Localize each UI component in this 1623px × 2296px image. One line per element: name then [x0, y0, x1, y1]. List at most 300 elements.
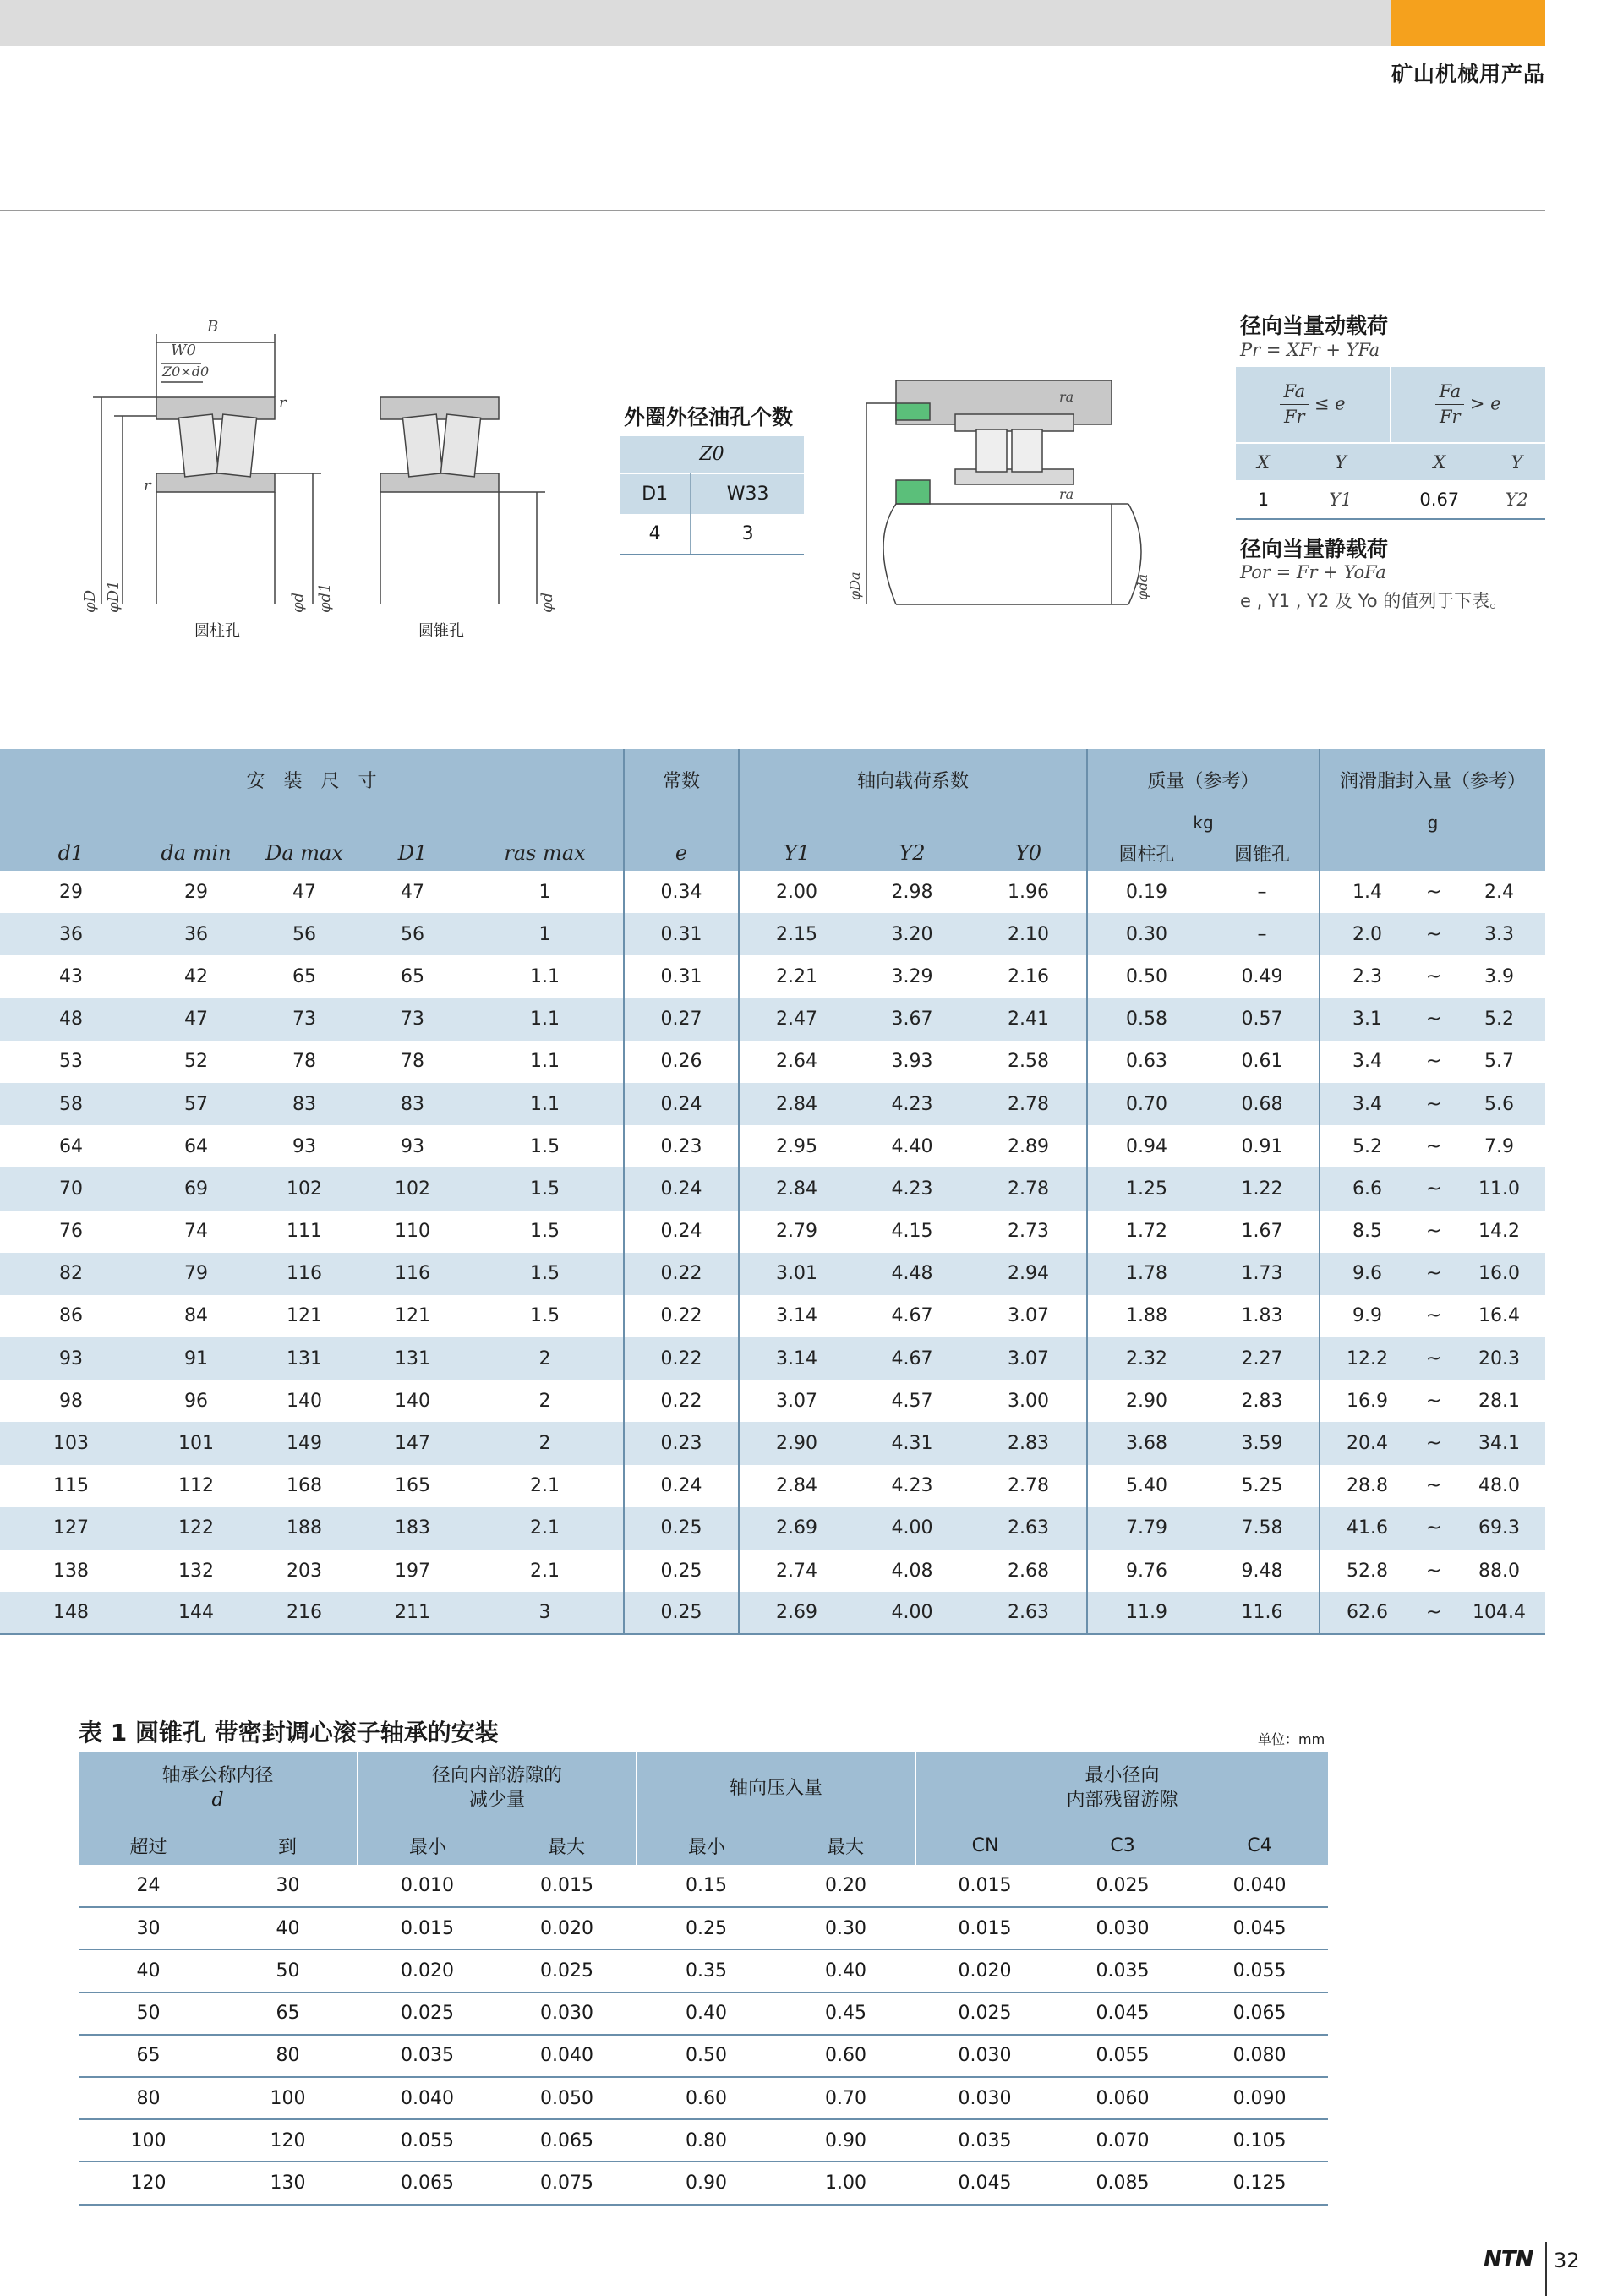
table-cell: 0.015 — [915, 1865, 1054, 1907]
col-cyl-bore: 圆柱孔 — [1087, 835, 1205, 871]
table-cell: 130 — [218, 2162, 358, 2204]
table-cell: 0.020 — [915, 1949, 1054, 1992]
table-cell: 0.90 — [776, 2119, 915, 2162]
table-cell: 2.00 — [776, 881, 817, 903]
table-cell: 2.89 — [970, 1125, 1087, 1167]
range-tilde: ~ — [1414, 998, 1453, 1041]
dim-phiD-label: φD — [81, 589, 99, 613]
table-cell: 2.83 — [1205, 1380, 1320, 1422]
table-cell: 0.125 — [1191, 2162, 1328, 2204]
table-cell: 0.34 — [624, 871, 739, 913]
table-cell: 76 — [59, 1221, 83, 1243]
table-cell: 0.075 — [497, 2162, 637, 2204]
table-cell: 1.5 — [467, 1253, 624, 1295]
table-row — [79, 1949, 1328, 1992]
group-axial-factors: 轴向载荷系数 — [739, 749, 1087, 810]
table-cell: 1.22 — [1205, 1167, 1320, 1210]
table-cell: 73 — [358, 998, 467, 1041]
table-row — [79, 1865, 1328, 1907]
table-cell: 2.78 — [970, 1083, 1087, 1125]
group-install-dims: 安 装 尺 寸 — [0, 749, 624, 810]
table-row — [79, 2035, 1328, 2077]
table-cell: 52.8 — [1347, 1560, 1389, 1582]
page-number: 32 — [1554, 2249, 1580, 2272]
table-cell: 2.68 — [970, 1550, 1087, 1592]
table-row — [0, 1550, 1545, 1592]
table-cell: 48 — [0, 998, 142, 1041]
table-cell: 1.1 — [467, 955, 624, 998]
table-cell: 4.23 — [854, 1167, 970, 1210]
table-cell: 42 — [184, 965, 208, 987]
table-cell: 24 — [79, 1865, 218, 1907]
table-cell: 2.15 — [739, 913, 854, 955]
header-bore: 轴承公称内径 d — [79, 1752, 358, 1826]
table-cell: 50 — [79, 1993, 218, 2035]
table-cell: 0.80 — [637, 2119, 776, 2162]
mounting-dimension-table — [0, 749, 1545, 1635]
table-cell: 0.015 — [915, 1907, 1054, 1949]
table-cell: 7.58 — [1205, 1507, 1320, 1550]
table-cell: 64 — [184, 1135, 208, 1157]
table-cell: – — [1205, 913, 1320, 955]
table-cell: 3.07 — [970, 1295, 1087, 1337]
table-cell: 0.31 — [624, 913, 739, 955]
table-cell: 122 — [142, 1507, 250, 1550]
table-cell: 2.84 — [776, 1475, 817, 1497]
ntn-logo: NTN — [1484, 2247, 1533, 2272]
range-tilde: ~ — [1425, 1135, 1442, 1157]
group-mass: 质量（参考） — [1087, 749, 1320, 810]
oil-holes-symbol: Z0 — [620, 436, 804, 473]
table-cell: 40 — [79, 1949, 218, 1992]
table-cell: 2 — [467, 1380, 624, 1422]
table-cell: 1.00 — [776, 2162, 915, 2204]
table-cell: 0.27 — [624, 998, 739, 1041]
table-cell: 0.30 — [1087, 913, 1205, 955]
table-cell: 80 — [79, 2077, 218, 2119]
table-cell: 64 — [59, 1135, 83, 1157]
table-cell: 5.2 — [1352, 1135, 1383, 1157]
table-cell: 121 — [395, 1305, 430, 1327]
table-cell: 132 — [178, 1560, 214, 1582]
range-tilde: ~ — [1414, 1253, 1453, 1295]
range-tilde: ~ — [1425, 881, 1442, 903]
table-cell: 0.24 — [624, 1167, 739, 1210]
range-tilde: ~ — [1425, 1475, 1442, 1497]
table-cell: 80 — [218, 2035, 358, 2077]
table-row — [0, 1507, 1545, 1550]
sub-header: 最小 — [637, 1826, 776, 1865]
table-cell: 0.070 — [1054, 2119, 1191, 2162]
table-cell: 48.0 — [1478, 1475, 1521, 1497]
table-cell: 2.98 — [891, 881, 933, 903]
table-cell: 58 — [0, 1083, 142, 1125]
table-cell: 1 — [467, 913, 624, 955]
table-cell: 2.32 — [1087, 1337, 1205, 1380]
section-title: 矿山机械用产品 — [1391, 62, 1545, 86]
table-cell: 197 — [395, 1560, 430, 1582]
table-cell: 3 — [467, 1592, 624, 1634]
table-cell: 20.3 — [1453, 1337, 1545, 1380]
dim-phid-label: φd — [289, 592, 307, 613]
table-cell: 11.9 — [1087, 1592, 1205, 1634]
table-cell: 36 — [142, 913, 250, 955]
table-cell: 0.30 — [776, 1907, 915, 1949]
table-cell: 2.63 — [970, 1507, 1087, 1550]
table-cell: 0.025 — [915, 1993, 1054, 2035]
table-row — [79, 2162, 1328, 2204]
table-cell: 4.67 — [891, 1305, 933, 1327]
table-row — [0, 1041, 1545, 1083]
oil-holes-value: 4 — [620, 514, 691, 555]
table-cell: 131 — [358, 1337, 467, 1380]
table-cell: 0.26 — [624, 1041, 739, 1083]
table-cell: 0.030 — [1054, 1907, 1191, 1949]
dim-r-label: r — [144, 477, 151, 495]
table-cell: 43 — [59, 965, 83, 987]
dim-Z0d0-label: Z0×d0 — [162, 364, 210, 380]
table-cell: 1.67 — [1205, 1211, 1320, 1253]
sub-header: C4 — [1191, 1826, 1328, 1865]
oil-holes-col-d1: D1 — [620, 473, 691, 514]
header-divider — [0, 210, 1545, 211]
table-cell: 103 — [0, 1422, 142, 1464]
table-cell: 5.6 — [1453, 1083, 1545, 1125]
table-cell: 1.1 — [467, 1083, 624, 1125]
table-cell: 40 — [218, 1907, 358, 1949]
table-cell: 0.70 — [776, 2077, 915, 2119]
range-tilde: ~ — [1425, 1305, 1442, 1327]
table-row — [79, 1907, 1328, 1949]
table-cell: 5.25 — [1205, 1465, 1320, 1507]
col-d1: d1 — [0, 835, 142, 871]
table-cell: 1.72 — [1126, 1221, 1167, 1243]
table-cell: – — [1205, 871, 1320, 913]
table-cell: 83 — [358, 1083, 467, 1125]
table-cell: 0.030 — [915, 2035, 1054, 2077]
table-row — [0, 871, 1545, 913]
table-cell: 6.6 — [1320, 1167, 1414, 1210]
table-cell: 0.58 — [1087, 998, 1205, 1041]
bearing-cross-section-drawing — [76, 313, 583, 642]
table-cell: 8.5 — [1352, 1221, 1383, 1243]
table-row — [0, 913, 1545, 955]
table-cell: 9.6 — [1320, 1253, 1414, 1295]
table-cell: 2.63 — [970, 1592, 1087, 1634]
table-cell: 1.88 — [1126, 1305, 1167, 1327]
table-cell: 3.59 — [1205, 1422, 1320, 1464]
table-cell: 110 — [395, 1221, 430, 1243]
table-cell: 0.25 — [624, 1592, 739, 1634]
table-cell: 101 — [142, 1422, 250, 1464]
dynamic-load-formula: Pr = XFr + YFa — [1240, 340, 1380, 360]
table-cell: 3.01 — [739, 1253, 854, 1295]
table-cell: 149 — [250, 1422, 358, 1464]
condition-le-e: $\frac{Fa}{Fr}$ ≤ e — [1236, 367, 1391, 443]
table-cell: 78 — [401, 1051, 424, 1073]
table-row — [0, 1295, 1545, 1337]
table-row — [0, 955, 1545, 998]
table-cell: 0.45 — [776, 1993, 915, 2035]
table-cell: 127 — [0, 1507, 142, 1550]
range-tilde: ~ — [1414, 1337, 1453, 1380]
coef-header: Y — [1489, 443, 1545, 480]
oil-holes-col-w33: W33 — [691, 473, 804, 514]
table-cell: 65 — [401, 965, 424, 987]
table-cell: 28.1 — [1478, 1390, 1521, 1412]
table-row — [0, 1167, 1545, 1210]
table-cell: 115 — [53, 1475, 89, 1497]
col-taper-bore: 圆锥孔 — [1205, 835, 1320, 871]
dim-phida-label: φda — [1134, 574, 1150, 600]
table1-clearance-table — [79, 1752, 1328, 2206]
coef-header: Y — [1291, 443, 1391, 480]
table-cell: 1.83 — [1205, 1295, 1320, 1337]
table-cell: 2.64 — [776, 1051, 817, 1073]
table-cell: 0.24 — [624, 1211, 739, 1253]
dynamic-load-title: 径向当量动载荷 — [1240, 314, 1389, 338]
static-load-note: e , Y1 , Y2 及 Yo 的值列于下表。 — [1240, 591, 1508, 611]
footer-divider — [1545, 2242, 1547, 2296]
col-ras-max: ras max — [467, 835, 624, 871]
table-cell: 2.27 — [1205, 1337, 1320, 1380]
table-cell: 4.67 — [854, 1337, 970, 1380]
table-cell: 102 — [358, 1167, 467, 1210]
table1-title: 表 1 圆锥孔 带密封调心滚子轴承的安装 — [79, 1719, 499, 1747]
range-tilde: ~ — [1425, 1051, 1442, 1073]
static-load-title: 径向当量静载荷 — [1240, 537, 1389, 561]
sub-header: 超过 — [79, 1826, 218, 1865]
table-cell: 5.40 — [1126, 1475, 1167, 1497]
range-tilde: ~ — [1425, 1390, 1442, 1412]
table-cell: 1.78 — [1087, 1253, 1205, 1295]
table-cell: 4.31 — [854, 1422, 970, 1464]
header-bar — [0, 0, 1391, 46]
table-cell: 2.1 — [467, 1465, 624, 1507]
table-cell: 2.1 — [467, 1550, 624, 1592]
table-cell: 0.055 — [1191, 1949, 1328, 1992]
oil-holes-value: 3 — [691, 514, 804, 555]
table-cell: 2.4 — [1484, 881, 1515, 903]
table-cell: 50 — [218, 1949, 358, 1992]
table-cell: 3.14 — [776, 1305, 817, 1327]
table-cell: 0.63 — [1126, 1051, 1167, 1073]
coef-value: 0.67 — [1391, 480, 1489, 519]
table-cell: 65 — [79, 2035, 218, 2077]
table-cell: 4.40 — [891, 1135, 933, 1157]
table-cell: 34.1 — [1453, 1422, 1545, 1464]
table-cell: 2.83 — [970, 1422, 1087, 1464]
sub-header: 到 — [218, 1826, 358, 1865]
table-cell: 2.47 — [739, 998, 854, 1041]
table-cell: 2.95 — [776, 1135, 817, 1157]
dim-B-label: B — [207, 318, 219, 336]
table-cell: 0.080 — [1191, 2035, 1328, 2077]
table-cell: 16.9 — [1347, 1390, 1389, 1412]
table-cell: 0.68 — [1205, 1083, 1320, 1125]
table-cell: 0.24 — [624, 1465, 739, 1507]
dim-ra-label: ra — [1059, 486, 1074, 502]
coef-header: X — [1236, 443, 1291, 480]
table-cell: 0.065 — [358, 2162, 497, 2204]
table-cell: 0.030 — [497, 1993, 637, 2035]
table-cell: 116 — [358, 1253, 467, 1295]
table-cell: 0.25 — [624, 1507, 739, 1550]
table-cell: 3.07 — [970, 1337, 1087, 1380]
table-cell: 9.9 — [1352, 1305, 1383, 1327]
table-cell: 2.0 — [1320, 913, 1414, 955]
table-cell: 111 — [287, 1221, 322, 1243]
table-cell: 2.21 — [776, 965, 817, 987]
table-cell: 4.15 — [891, 1221, 933, 1243]
sub-header: 最大 — [776, 1826, 915, 1865]
table-cell: 2.79 — [776, 1221, 817, 1243]
dim-phiDa-label: φDa — [847, 571, 863, 600]
table-cell: 2 — [467, 1337, 624, 1380]
table-cell: 0.61 — [1205, 1041, 1320, 1083]
table-cell: 74 — [184, 1221, 208, 1243]
table-cell: 2.58 — [970, 1041, 1087, 1083]
table-cell: 11.6 — [1205, 1592, 1320, 1634]
table-cell: 0.20 — [776, 1865, 915, 1907]
table-cell: 3.20 — [854, 913, 970, 955]
table-row — [0, 1337, 1545, 1380]
dim-ra-label: ra — [1059, 389, 1074, 405]
table-cell: 3.4 — [1320, 1083, 1414, 1125]
table-cell: 0.25 — [624, 1550, 739, 1592]
table-cell: 52 — [184, 1051, 208, 1073]
table-cell: 65 — [218, 1993, 358, 2035]
table-cell: 1.1 — [467, 998, 624, 1041]
table-cell: 78 — [292, 1051, 316, 1073]
table-cell: 2.74 — [776, 1560, 817, 1582]
table-cell: 3.93 — [891, 1051, 933, 1073]
dim-r-label: r — [279, 394, 287, 412]
unit-grease: g — [1320, 810, 1545, 835]
table-cell: 4.00 — [854, 1592, 970, 1634]
table-cell: 86 — [59, 1305, 83, 1327]
table-cell: 1.5 — [467, 1125, 624, 1167]
table-cell: 2.10 — [970, 913, 1087, 955]
col-Y2: Y2 — [854, 835, 970, 871]
table-cell: 203 — [287, 1560, 322, 1582]
table-cell: 70 — [0, 1167, 142, 1210]
table-cell: 29 — [184, 881, 208, 903]
coef-header: X — [1391, 443, 1489, 480]
table-cell: 29 — [59, 881, 83, 903]
table-cell: 47 — [401, 881, 424, 903]
table-cell: 4.08 — [891, 1560, 933, 1582]
table-cell: 140 — [395, 1390, 430, 1412]
table-row — [0, 1465, 1545, 1507]
table-cell: 47 — [292, 881, 316, 903]
table-cell: 93 — [292, 1135, 316, 1157]
dim-phid-label: φd — [538, 592, 556, 613]
table-cell: 0.035 — [358, 2035, 497, 2077]
table-cell: 0.025 — [1054, 1865, 1191, 1907]
table-cell: 7.79 — [1087, 1507, 1205, 1550]
table-cell: 2.84 — [739, 1083, 854, 1125]
table-cell: 188 — [250, 1507, 358, 1550]
table-cell: 2.69 — [739, 1507, 854, 1550]
table-cell: 0.025 — [358, 1993, 497, 2035]
table-cell: 16.0 — [1453, 1253, 1545, 1295]
table-cell: 0.60 — [637, 2077, 776, 2119]
range-tilde: ~ — [1425, 1221, 1442, 1243]
header-clearance-reduction: 径向内部游隙的 减少量 — [358, 1752, 637, 1826]
table-cell: 0.040 — [497, 2035, 637, 2077]
table-cell: 12.2 — [1320, 1337, 1414, 1380]
table-cell: 1.73 — [1205, 1253, 1320, 1295]
table-cell: 56 — [250, 913, 358, 955]
table-cell: 0.105 — [1191, 2119, 1328, 2162]
table-cell: 4.57 — [891, 1390, 933, 1412]
table-cell: 3.1 — [1320, 998, 1414, 1041]
table-cell: 3.07 — [776, 1390, 817, 1412]
table-cell: 2.78 — [970, 1465, 1087, 1507]
col-D1: D1 — [358, 835, 467, 871]
table-cell: 0.22 — [624, 1253, 739, 1295]
table-cell: 1.1 — [467, 1041, 624, 1083]
table-cell: 2 — [467, 1422, 624, 1464]
table-cell: 3.14 — [739, 1337, 854, 1380]
table-cell: 168 — [287, 1475, 322, 1497]
sub-header: 最大 — [497, 1826, 637, 1865]
mounting-drawing — [833, 364, 1171, 617]
table-cell: 0.055 — [1054, 2035, 1191, 2077]
table-cell: 3.68 — [1087, 1422, 1205, 1464]
table-cell: 5.2 — [1453, 998, 1545, 1041]
table-cell: 0.70 — [1087, 1083, 1205, 1125]
table-cell: 0.050 — [497, 2077, 637, 2119]
table-cell: 5.7 — [1484, 1051, 1515, 1073]
table-cell: 3.00 — [970, 1380, 1087, 1422]
table-cell: 28.8 — [1347, 1475, 1389, 1497]
table-cell: 2.90 — [739, 1422, 854, 1464]
dim-phiD1-label: φD1 — [105, 580, 123, 613]
table-cell: 2.73 — [970, 1211, 1087, 1253]
table-cell: 1.96 — [970, 871, 1087, 913]
table-cell: 100 — [218, 2077, 358, 2119]
table-cell: 0.035 — [1054, 1949, 1191, 1992]
table-cell: 1.4 — [1352, 881, 1383, 903]
table-cell: 3.29 — [891, 965, 933, 987]
table-cell: 0.23 — [624, 1422, 739, 1464]
table-cell: 1.5 — [467, 1211, 624, 1253]
col-Da-max: Da max — [250, 835, 358, 871]
table-cell: 0.19 — [1126, 881, 1167, 903]
table-cell: 0.015 — [497, 1865, 637, 1907]
range-tilde: ~ — [1425, 1560, 1442, 1582]
table-cell: 0.085 — [1054, 2162, 1191, 2204]
table-row — [79, 1993, 1328, 2035]
table-cell: 0.49 — [1205, 955, 1320, 998]
table-cell: 65 — [292, 965, 316, 987]
table-cell: 20.4 — [1320, 1422, 1414, 1464]
table-cell: 93 — [401, 1135, 424, 1157]
table-cell: 69.3 — [1453, 1507, 1545, 1550]
table-cell: 96 — [184, 1390, 208, 1412]
table-cell: 82 — [0, 1253, 142, 1295]
caption-cylindrical-bore: 圆柱孔 — [194, 622, 240, 640]
oil-holes-title: 外圈外径油孔个数 — [624, 405, 794, 429]
table-cell: 120 — [79, 2162, 218, 2204]
table-cell: 2.69 — [739, 1592, 854, 1634]
table-cell: 140 — [287, 1390, 322, 1412]
table-cell: 53 — [59, 1051, 83, 1073]
range-tilde: ~ — [1414, 1167, 1453, 1210]
table-cell: 57 — [142, 1083, 250, 1125]
